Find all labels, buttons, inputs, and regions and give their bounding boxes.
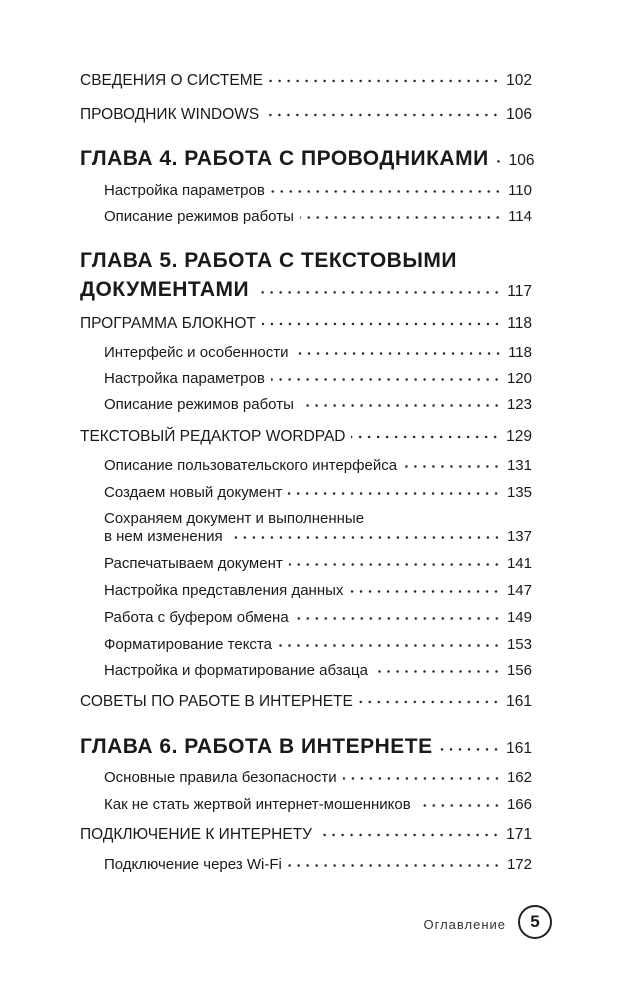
toc-entry-title: Основные правила безопасности <box>104 769 337 786</box>
toc-chapter-title-line: ГЛАВА 5. РАБОТА С ТЕКСТОВЫМИ <box>80 249 457 272</box>
dot-leader <box>300 399 501 413</box>
toc-entry-page: 102 <box>506 72 532 89</box>
toc-entry[interactable] <box>104 555 532 573</box>
toc-entry-page: 153 <box>506 636 532 653</box>
toc-entry-title: Настройка и форматирование абзаца <box>104 662 368 679</box>
toc-entry[interactable] <box>104 457 532 475</box>
toc-entry[interactable] <box>104 796 532 814</box>
toc-entry[interactable] <box>104 856 532 874</box>
toc-entry[interactable] <box>104 662 532 680</box>
toc-entry-page: 110 <box>508 182 532 199</box>
toc-entry[interactable] <box>104 582 532 600</box>
toc-entry-title: Подключение через Wi-Fi <box>104 856 282 873</box>
toc-entry[interactable] <box>104 182 532 200</box>
toc-entry-page: 162 <box>506 769 532 786</box>
toc-entry[interactable] <box>80 428 532 446</box>
toc-chapter-entry[interactable] <box>80 147 535 173</box>
toc-entry[interactable] <box>104 528 532 546</box>
dot-leader <box>300 211 502 225</box>
dot-leader <box>269 74 500 88</box>
dot-leader <box>343 772 501 786</box>
toc-entry-title: Описание режимов работы <box>104 396 294 413</box>
toc-entry-title: в нем изменения <box>104 528 223 545</box>
toc-entry-page: 161 <box>506 693 532 710</box>
toc-entry-title: Описание пользовательского интерфейса <box>104 457 398 474</box>
toc-entry-title: Настройка параметров <box>104 182 265 199</box>
toc-chapter-title: ГЛАВА 4. РАБОТА С ПРОВОДНИКАМИ <box>80 147 489 170</box>
toc-entry-title: ТЕКСТОВЫЙ РЕДАКТОР WORDPAD <box>80 428 346 445</box>
dot-leader <box>374 665 501 679</box>
toc-entry[interactable] <box>80 72 532 90</box>
toc-entry[interactable] <box>80 693 532 711</box>
dot-leader <box>288 859 501 873</box>
toc-entry-page: 135 <box>506 484 532 501</box>
toc-entry-page: 147 <box>506 582 532 599</box>
dot-leader <box>265 108 500 122</box>
toc-entry-page: 141 <box>506 555 532 572</box>
toc-entry[interactable] <box>104 769 532 787</box>
toc-entry[interactable] <box>104 484 532 502</box>
dot-leader <box>439 740 501 759</box>
toc-entry-title: ПРОГРАММА БЛОКНОТ <box>80 315 256 332</box>
toc-entry-page: 120 <box>506 370 532 387</box>
page-number: 5 <box>518 905 552 939</box>
toc-entry-page: 123 <box>506 396 532 413</box>
dot-leader <box>229 531 501 545</box>
toc-entry-title: Настройка параметров <box>104 370 265 387</box>
toc-entry-page: 117 <box>507 283 532 300</box>
toc-entry-title: ПРОВОДНИК WINDOWS <box>80 106 260 123</box>
dot-leader <box>318 828 500 842</box>
toc-entry-page: 106 <box>508 152 535 169</box>
toc-entry-page: 118 <box>508 344 532 361</box>
toc-entry[interactable] <box>104 344 532 362</box>
dot-leader <box>262 317 501 331</box>
toc-entry[interactable] <box>80 826 532 844</box>
toc-chapter-entry[interactable] <box>80 278 532 304</box>
toc-entry-title: Настройка представления данных <box>104 582 344 599</box>
dot-leader <box>417 799 501 813</box>
dot-leader <box>295 612 501 626</box>
toc-entry-page: 149 <box>506 609 532 626</box>
dot-leader <box>349 585 501 599</box>
toc-entry-title: ПОДКЛЮЧЕНИЕ К ИНТЕРНЕТУ <box>80 826 313 843</box>
toc-entry-page: 131 <box>506 457 532 474</box>
toc-entry-page: 166 <box>506 796 532 813</box>
toc-entry[interactable] <box>104 609 532 627</box>
table-of-contents <box>80 0 535 1000</box>
toc-chapter-entry[interactable] <box>80 735 532 761</box>
toc-entry-page: 137 <box>506 528 532 545</box>
dot-leader <box>271 185 502 199</box>
toc-entry[interactable] <box>104 370 532 388</box>
toc-entry[interactable] <box>80 315 532 333</box>
toc-entry-title: СОВЕТЫ ПО РАБОТЕ В ИНТЕРНЕТЕ <box>80 693 353 710</box>
toc-entry-page: 129 <box>506 428 532 445</box>
dot-leader <box>495 152 503 171</box>
toc-entry[interactable] <box>104 636 532 654</box>
toc-entry-title-line: Сохраняем документ и выполненные <box>104 510 365 527</box>
dot-leader <box>403 460 501 474</box>
toc-entry[interactable] <box>104 396 532 414</box>
dot-leader <box>351 430 500 444</box>
toc-entry-title: Работа с буфером обмена <box>104 609 289 626</box>
dot-leader <box>289 558 501 572</box>
toc-entry-title: Создаем новый документ <box>104 484 283 501</box>
toc-entry-page: 118 <box>507 315 532 332</box>
running-footer-label: Оглавление <box>423 917 506 932</box>
toc-entry-title: Описание режимов работы <box>104 208 294 225</box>
toc-entry-page: 172 <box>506 856 532 873</box>
toc-entry-title: Форматирование текста <box>104 636 272 653</box>
dot-leader <box>359 695 500 709</box>
dot-leader <box>255 283 501 302</box>
toc-entry-title: Как не стать жертвой интернет-мошенников <box>104 796 411 813</box>
toc-entry-title: СВЕДЕНИЯ О СИСТЕМЕ <box>80 72 263 89</box>
dot-leader <box>278 639 501 653</box>
dot-leader <box>295 347 503 361</box>
toc-entry[interactable] <box>104 208 532 226</box>
toc-chapter-title: ГЛАВА 6. РАБОТА В ИНТЕРНЕТЕ <box>80 735 433 758</box>
toc-entry-title: Распечатываем документ <box>104 555 283 572</box>
toc-entry[interactable] <box>80 106 532 124</box>
toc-entry-page: 171 <box>506 826 532 843</box>
dot-leader <box>288 487 501 501</box>
dot-leader <box>271 373 501 387</box>
toc-entry-title: Интерфейс и особенности <box>104 344 289 361</box>
toc-chapter-title: ДОКУМЕНТАМИ <box>80 278 250 301</box>
toc-entry-page: 114 <box>508 208 532 225</box>
toc-entry-page: 161 <box>506 740 532 757</box>
toc-entry-page: 156 <box>506 662 532 679</box>
toc-entry-page: 106 <box>506 106 532 123</box>
